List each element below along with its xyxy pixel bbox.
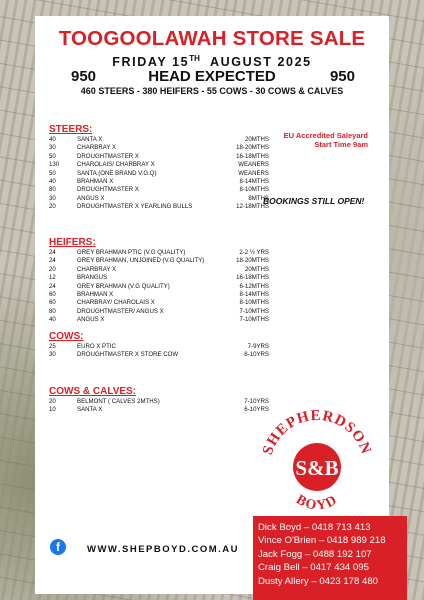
listing-age: WEANERS xyxy=(238,161,269,169)
listing-quantity: 30 xyxy=(49,144,56,152)
listing-row xyxy=(49,144,269,152)
listing-row xyxy=(49,283,269,291)
listing-description: SANTA X xyxy=(77,406,103,414)
listing-row xyxy=(49,266,269,274)
listing-description: GREY BRAHMAN, UNJOINED (V.G QUALITY) xyxy=(77,257,205,265)
head-expected-row xyxy=(35,68,389,86)
listing-description: BELMONT ( CALVES 2MTHS) xyxy=(77,398,160,405)
listing-description: BRAHMAN X xyxy=(77,290,114,298)
listing-age: 7-9YRS xyxy=(247,343,269,350)
start-time: Start Time 9am xyxy=(314,140,368,149)
head-expected-label: HEAD EXPECTED xyxy=(148,68,276,85)
listing-age: 18-20MTHS xyxy=(236,257,269,265)
listing-age: 12-18MTHS xyxy=(236,203,269,211)
listing-description: SANTA (ONE BRAND V.G.Q) xyxy=(77,169,157,177)
facebook-icon[interactable]: f xyxy=(50,539,66,555)
listing-row xyxy=(49,195,269,203)
listing-quantity: 24 xyxy=(49,282,56,290)
listing-age: 16-18MTHS xyxy=(236,152,269,160)
listing-quantity: 20 xyxy=(49,265,56,273)
section-title: COWS & CALVES: xyxy=(49,386,137,397)
section-title: STEERS: xyxy=(49,124,93,135)
date-prefix: FRIDAY 15 xyxy=(112,55,190,70)
listing-quantity: 40 xyxy=(49,136,56,143)
listing-quantity: 20 xyxy=(49,398,56,405)
listing-quantity: 80 xyxy=(49,186,56,194)
contact-line: Vince O'Brien – 0418 989 218 xyxy=(258,535,386,547)
eu-accreditation-note xyxy=(284,131,368,149)
listing-row xyxy=(49,351,269,359)
sale-date xyxy=(35,54,389,69)
listing-age: 8-10MTHS xyxy=(239,299,269,307)
listing-age: 7-10YRS xyxy=(244,398,269,405)
listing-age: 6-12MTHS xyxy=(239,282,269,290)
listing-row xyxy=(49,299,269,307)
listing-row xyxy=(49,308,269,316)
listing-quantity: 40 xyxy=(49,177,56,185)
section-cows xyxy=(49,331,269,360)
listing-row xyxy=(49,153,269,161)
listing-row xyxy=(49,170,269,178)
listing-row xyxy=(49,178,269,186)
listing-description: CHARBRAY X xyxy=(77,265,117,273)
listing-age: 2-2 ½ YRS xyxy=(239,249,269,256)
listing-age: 18-20MTHS xyxy=(236,144,269,152)
listing-age: 8MTHS xyxy=(248,194,269,202)
listing-quantity: 25 xyxy=(49,343,56,350)
listing-age: 8-14MTHS xyxy=(239,290,269,298)
listing-description: BRAHMAN X xyxy=(77,177,114,185)
listing-quantity: 12 xyxy=(49,274,56,282)
listing-description: ANGUS X xyxy=(77,316,105,324)
listing-quantity: 50 xyxy=(49,152,56,160)
section-title: HEIFERS: xyxy=(49,237,96,248)
shepherdson-boyd-logo xyxy=(252,405,382,525)
listing-description: BRANGUS xyxy=(77,274,108,282)
listing-row xyxy=(49,406,269,414)
date-suffix: AUGUST 2025 xyxy=(210,55,312,70)
listing-row xyxy=(49,291,269,299)
listing-row xyxy=(49,203,269,211)
listing-description: EURO X PTIC xyxy=(77,343,116,350)
listing-age: 16-18MTHS xyxy=(236,274,269,282)
listing-description: GREY BRAHMAN PTIC (V.G QUALITY) xyxy=(77,249,186,256)
listing-quantity: 130 xyxy=(49,161,60,169)
listing-age: 8-10MTHS xyxy=(239,186,269,194)
contact-line: Dusty Allery – 0423 178 480 xyxy=(258,575,379,587)
head-count-right: 950 xyxy=(329,68,355,85)
listing-quantity: 24 xyxy=(49,249,56,256)
listing-age: 8-10YRS xyxy=(244,351,269,359)
listing-row xyxy=(49,249,269,257)
listing-description: CHARBRAY X xyxy=(77,144,117,152)
listing-age: WEANERS xyxy=(238,169,269,177)
listing-description: DROUGHTMASTER X xyxy=(77,186,139,194)
listing-row xyxy=(49,343,269,351)
contact-line: Jack Fogg – 0488 192 107 xyxy=(258,548,372,560)
sale-title: TOOGOOLAWAH STORE SALE xyxy=(58,27,366,50)
listing-row xyxy=(49,257,269,265)
head-count-left: 950 xyxy=(71,68,97,85)
listing-description: GREY BRAHMAN (V.G QUALITY) xyxy=(77,282,170,290)
listing-row xyxy=(49,316,269,324)
listing-age: 7-10MTHS xyxy=(239,316,269,324)
logo-bottom-text: BOYD xyxy=(293,492,341,514)
section-steers xyxy=(49,124,269,212)
section-heifers xyxy=(49,237,269,325)
eu-line: EU Accredited Saleyard xyxy=(283,131,368,140)
logo-top-text: SHEPHERDSON xyxy=(259,407,375,457)
contact-line: Craig Bell – 0417 434 095 xyxy=(258,562,369,574)
listing-row xyxy=(49,398,269,406)
listing-quantity: 24 xyxy=(49,257,56,265)
listing-age: 8-14MTHS xyxy=(239,177,269,185)
listing-row xyxy=(49,136,269,144)
bookings-open-note: BOOKINGS STILL OPEN! xyxy=(263,196,365,206)
listing-description: CHARBRAY/ CHAROLAIS X xyxy=(77,299,155,307)
listing-description: DROUGHTMASTER X STORE COW xyxy=(77,351,179,359)
listing-age: 20MTHS xyxy=(244,136,269,143)
listing-quantity: 60 xyxy=(49,299,56,307)
listing-age: 6-10YRS xyxy=(244,406,269,414)
date-sup: TH xyxy=(189,54,200,63)
listing-age: 7-10MTHS xyxy=(239,307,269,315)
listing-quantity: 80 xyxy=(49,307,56,315)
website-link[interactable]: WWW.SHEPBOYD.COM.AU xyxy=(87,544,239,555)
listing-quantity: 60 xyxy=(49,290,56,298)
section-title: COWS: xyxy=(49,331,84,342)
section-cows-calves xyxy=(49,386,269,415)
contact-line: Dick Boyd – 0418 713 413 xyxy=(258,522,371,533)
listing-age: 20MTHS xyxy=(244,265,269,273)
listing-row xyxy=(49,274,269,282)
listing-description: ANGUS X xyxy=(77,194,105,202)
stock-summary: 460 STEERS - 380 HEIFERS - 55 COWS - 30 COWS & CALVES xyxy=(80,86,344,96)
listing-quantity: 50 xyxy=(49,169,56,177)
listing-description: DROUGHTMASTER X YEARLING BULLS xyxy=(77,203,193,211)
listing-row xyxy=(49,186,269,194)
listing-quantity: 30 xyxy=(49,194,56,202)
listing-quantity: 10 xyxy=(49,406,56,414)
logo-center-text: S&B xyxy=(295,456,339,480)
listing-quantity: 20 xyxy=(49,203,56,211)
listing-description: CHAROLAIS/ CHARBRAY X xyxy=(77,161,155,169)
contact-list xyxy=(253,516,407,600)
listing-description: SANTA X xyxy=(77,136,103,143)
listing-quantity: 30 xyxy=(49,351,56,359)
listing-quantity: 40 xyxy=(49,316,56,324)
listing-description: DROUGHTMASTER/ ANGUS X xyxy=(77,307,164,315)
listing-row xyxy=(49,161,269,169)
listing-description: DROUGHTMASTER X xyxy=(77,152,139,160)
